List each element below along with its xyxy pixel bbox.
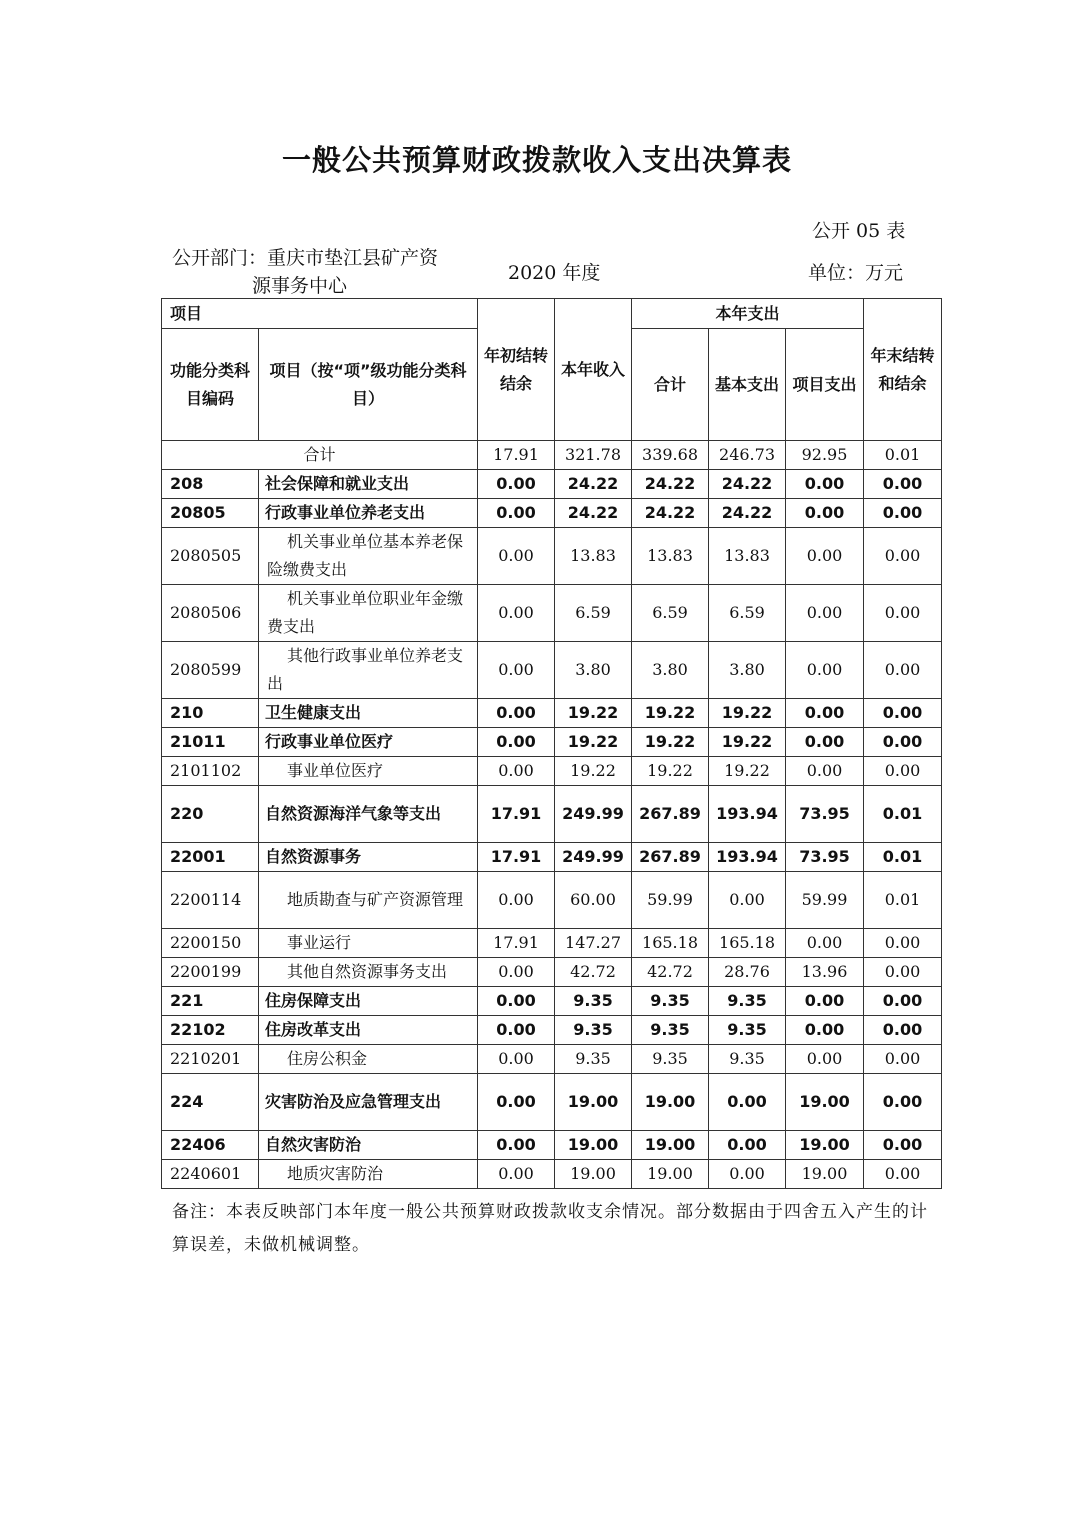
- table-row: [162, 757, 942, 786]
- table-row: [162, 987, 942, 1016]
- table-row: [162, 642, 942, 699]
- row-total: 13.83: [632, 528, 709, 585]
- row-code: 210: [162, 699, 259, 728]
- row-basic: 3.80: [709, 642, 786, 699]
- row-code: 2200199: [162, 958, 259, 987]
- row-name: 行政事业单位医疗: [259, 728, 478, 757]
- row-project: 0.00: [786, 499, 864, 528]
- table-row: [162, 1160, 942, 1189]
- row-income: 19.00: [555, 1160, 632, 1189]
- row-project: 13.96: [786, 958, 864, 987]
- department-line-1: 公开部门：重庆市垫江县矿产资: [172, 247, 439, 269]
- row-total: 267.89: [632, 843, 709, 872]
- header-project: 项目: [162, 299, 478, 329]
- row-income: 19.00: [555, 1131, 632, 1160]
- row-project: 73.95: [786, 843, 864, 872]
- row-income: 60.00: [555, 872, 632, 929]
- row-end: 0.01: [864, 843, 942, 872]
- row-begin: 0.00: [478, 728, 555, 757]
- row-code: 2200114: [162, 872, 259, 929]
- row-basic: 0.00: [709, 872, 786, 929]
- header-project-exp: 项目支出: [786, 329, 864, 441]
- row-total: 9.35: [632, 1045, 709, 1074]
- row-begin: 0.00: [478, 470, 555, 499]
- row-end: 0.00: [864, 987, 942, 1016]
- row-project: 0.00: [786, 585, 864, 642]
- row-code: 2080506: [162, 585, 259, 642]
- row-total: 267.89: [632, 786, 709, 843]
- row-begin: 17.91: [478, 929, 555, 958]
- row-project: 0.00: [786, 470, 864, 499]
- row-project: 0.00: [786, 929, 864, 958]
- row-project: 0.00: [786, 1045, 864, 1074]
- row-project: 0.00: [786, 757, 864, 786]
- row-begin: 17.91: [478, 843, 555, 872]
- row-total: 24.22: [632, 470, 709, 499]
- department-label: [172, 244, 482, 300]
- row-total: 24.22: [632, 499, 709, 528]
- row-basic: 6.59: [709, 585, 786, 642]
- table-number: 公开 05 表: [812, 220, 906, 242]
- header-basic: 基本支出: [709, 329, 786, 441]
- header-end-balance: 年末结转和结余: [864, 299, 942, 441]
- row-end: 0.00: [864, 728, 942, 757]
- row-income: 249.99: [555, 786, 632, 843]
- row-name: 行政事业单位养老支出: [259, 499, 478, 528]
- header-func-code: 功能分类科目编码: [162, 329, 259, 441]
- row-begin: 0.00: [478, 987, 555, 1016]
- document-title: 一般公共预算财政拨款收入支出决算表: [281, 143, 792, 177]
- row-end: 0.00: [864, 1160, 942, 1189]
- row-end: 0.00: [864, 1074, 942, 1131]
- row-code: 2240601: [162, 1160, 259, 1189]
- row-income: 19.22: [555, 728, 632, 757]
- table-row: [162, 843, 942, 872]
- row-project: 19.00: [786, 1160, 864, 1189]
- row-code: 224: [162, 1074, 259, 1131]
- row-begin: 0.00: [478, 642, 555, 699]
- row-income: 19.22: [555, 699, 632, 728]
- table-row: [162, 699, 942, 728]
- row-income: 9.35: [555, 987, 632, 1016]
- row-begin: 0.00: [478, 958, 555, 987]
- row-total: 19.00: [632, 1131, 709, 1160]
- row-begin: 0.00: [478, 1160, 555, 1189]
- row-begin: 0.00: [478, 699, 555, 728]
- total-end: 0.01: [864, 441, 942, 470]
- row-project: 19.00: [786, 1074, 864, 1131]
- row-total: 3.80: [632, 642, 709, 699]
- row-name: 卫生健康支出: [259, 699, 478, 728]
- row-begin: 0.00: [478, 585, 555, 642]
- row-end: 0.00: [864, 499, 942, 528]
- row-income: 24.22: [555, 499, 632, 528]
- row-income: 42.72: [555, 958, 632, 987]
- row-basic: 9.35: [709, 1045, 786, 1074]
- row-name: 自然资源事务: [259, 843, 478, 872]
- row-basic: 9.35: [709, 987, 786, 1016]
- row-basic: 0.00: [709, 1131, 786, 1160]
- row-income: 19.00: [555, 1074, 632, 1131]
- row-name: 社会保障和就业支出: [259, 470, 478, 499]
- table-row: [162, 929, 942, 958]
- row-end: 0.00: [864, 470, 942, 499]
- row-name: 自然灾害防治: [259, 1131, 478, 1160]
- row-total: 6.59: [632, 585, 709, 642]
- row-begin: 0.00: [478, 1131, 555, 1160]
- row-end: 0.00: [864, 528, 942, 585]
- total-row: [162, 441, 942, 470]
- row-basic: 193.94: [709, 843, 786, 872]
- table-row: [162, 470, 942, 499]
- row-total: 19.22: [632, 757, 709, 786]
- row-project: 0.00: [786, 642, 864, 699]
- total-begin: 17.91: [478, 441, 555, 470]
- row-name: 机关事业单位职业年金缴费支出: [259, 585, 478, 642]
- row-income: 3.80: [555, 642, 632, 699]
- row-basic: 13.83: [709, 528, 786, 585]
- row-end: 0.00: [864, 585, 942, 642]
- row-basic: 19.22: [709, 699, 786, 728]
- row-end: 0.00: [864, 642, 942, 699]
- table-row: [162, 528, 942, 585]
- row-name: 事业运行: [259, 929, 478, 958]
- row-code: 20805: [162, 499, 259, 528]
- row-end: 0.01: [864, 872, 942, 929]
- row-begin: 17.91: [478, 786, 555, 843]
- table-row: [162, 872, 942, 929]
- row-project: 0.00: [786, 1016, 864, 1045]
- table-row: [162, 958, 942, 987]
- row-end: 0.00: [864, 929, 942, 958]
- table-row: [162, 728, 942, 757]
- row-income: 6.59: [555, 585, 632, 642]
- row-begin: 0.00: [478, 757, 555, 786]
- row-code: 21011: [162, 728, 259, 757]
- row-code: 220: [162, 786, 259, 843]
- table-row: [162, 499, 942, 528]
- row-code: 208: [162, 470, 259, 499]
- row-income: 9.35: [555, 1045, 632, 1074]
- table-row: [162, 1074, 942, 1131]
- row-name: 灾害防治及应急管理支出: [259, 1074, 478, 1131]
- row-name: 事业单位医疗: [259, 757, 478, 786]
- row-project: 0.00: [786, 728, 864, 757]
- row-begin: 0.00: [478, 872, 555, 929]
- row-name: 地质灾害防治: [259, 1160, 478, 1189]
- row-income: 147.27: [555, 929, 632, 958]
- row-project: 0.00: [786, 987, 864, 1016]
- row-end: 0.00: [864, 1045, 942, 1074]
- row-project: 59.99: [786, 872, 864, 929]
- row-basic: 9.35: [709, 1016, 786, 1045]
- row-end: 0.00: [864, 1016, 942, 1045]
- table-row: [162, 786, 942, 843]
- row-code: 22102: [162, 1016, 259, 1045]
- row-begin: 0.00: [478, 1016, 555, 1045]
- row-total: 19.22: [632, 728, 709, 757]
- row-code: 22406: [162, 1131, 259, 1160]
- row-name: 其他自然资源事务支出: [259, 958, 478, 987]
- header-total: 合计: [632, 329, 709, 441]
- row-end: 0.00: [864, 699, 942, 728]
- header-begin-balance: 年初结转结余: [478, 299, 555, 441]
- total-project: 92.95: [786, 441, 864, 470]
- row-code: 2200150: [162, 929, 259, 958]
- row-end: 0.01: [864, 786, 942, 843]
- footnote: 备注：本表反映部门本年度一般公共预算财政拨款收支余情况。部分数据由于四舍五入产生的计算误差，未做机械调整。: [172, 1202, 928, 1255]
- header-income: 本年收入: [555, 299, 632, 441]
- row-code: 2210201: [162, 1045, 259, 1074]
- row-basic: 19.22: [709, 757, 786, 786]
- row-project: 0.00: [786, 528, 864, 585]
- row-begin: 0.00: [478, 1045, 555, 1074]
- row-basic: 24.22: [709, 470, 786, 499]
- row-basic: 0.00: [709, 1160, 786, 1189]
- total-basic: 246.73: [709, 441, 786, 470]
- row-name: 自然资源海洋气象等支出: [259, 786, 478, 843]
- row-basic: 19.22: [709, 728, 786, 757]
- row-income: 19.22: [555, 757, 632, 786]
- department-line-2: 源事务中心: [252, 275, 348, 297]
- row-name: 住房保障支出: [259, 987, 478, 1016]
- header-expense-group: 本年支出: [632, 299, 864, 329]
- table-row: [162, 585, 942, 642]
- header-item-name: 项目（按“项”级功能分类科目）: [259, 329, 478, 441]
- table-row: [162, 1045, 942, 1074]
- row-end: 0.00: [864, 757, 942, 786]
- total-label: 合计: [162, 441, 478, 470]
- row-name: 机关事业单位基本养老保险缴费支出: [259, 528, 478, 585]
- total-total: 339.68: [632, 441, 709, 470]
- row-income: 24.22: [555, 470, 632, 499]
- row-begin: 0.00: [478, 528, 555, 585]
- row-project: 73.95: [786, 786, 864, 843]
- row-total: 165.18: [632, 929, 709, 958]
- row-basic: 24.22: [709, 499, 786, 528]
- row-total: 19.00: [632, 1074, 709, 1131]
- row-basic: 0.00: [709, 1074, 786, 1131]
- row-end: 0.00: [864, 1131, 942, 1160]
- row-code: 22001: [162, 843, 259, 872]
- row-basic: 28.76: [709, 958, 786, 987]
- row-begin: 0.00: [478, 499, 555, 528]
- row-code: 2101102: [162, 757, 259, 786]
- row-begin: 0.00: [478, 1074, 555, 1131]
- row-name: 住房改革支出: [259, 1016, 478, 1045]
- row-name: 住房公积金: [259, 1045, 478, 1074]
- table-row: [162, 1131, 942, 1160]
- total-income: 321.78: [555, 441, 632, 470]
- row-total: 59.99: [632, 872, 709, 929]
- row-income: 9.35: [555, 1016, 632, 1045]
- row-income: 13.83: [555, 528, 632, 585]
- row-name: 地质勘查与矿产资源管理: [259, 872, 478, 929]
- row-end: 0.00: [864, 958, 942, 987]
- budget-table: [161, 298, 942, 1189]
- row-total: 9.35: [632, 1016, 709, 1045]
- row-project: 0.00: [786, 699, 864, 728]
- row-total: 9.35: [632, 987, 709, 1016]
- row-code: 2080599: [162, 642, 259, 699]
- unit-label: 单位：万元: [808, 262, 904, 284]
- row-name: 其他行政事业单位养老支出: [259, 642, 478, 699]
- fiscal-year: 2020 年度: [508, 262, 601, 284]
- row-total: 42.72: [632, 958, 709, 987]
- row-income: 249.99: [555, 843, 632, 872]
- row-project: 19.00: [786, 1131, 864, 1160]
- row-basic: 193.94: [709, 786, 786, 843]
- row-total: 19.00: [632, 1160, 709, 1189]
- row-code: 2080505: [162, 528, 259, 585]
- row-code: 221: [162, 987, 259, 1016]
- row-basic: 165.18: [709, 929, 786, 958]
- row-total: 19.22: [632, 699, 709, 728]
- table-row: [162, 1016, 942, 1045]
